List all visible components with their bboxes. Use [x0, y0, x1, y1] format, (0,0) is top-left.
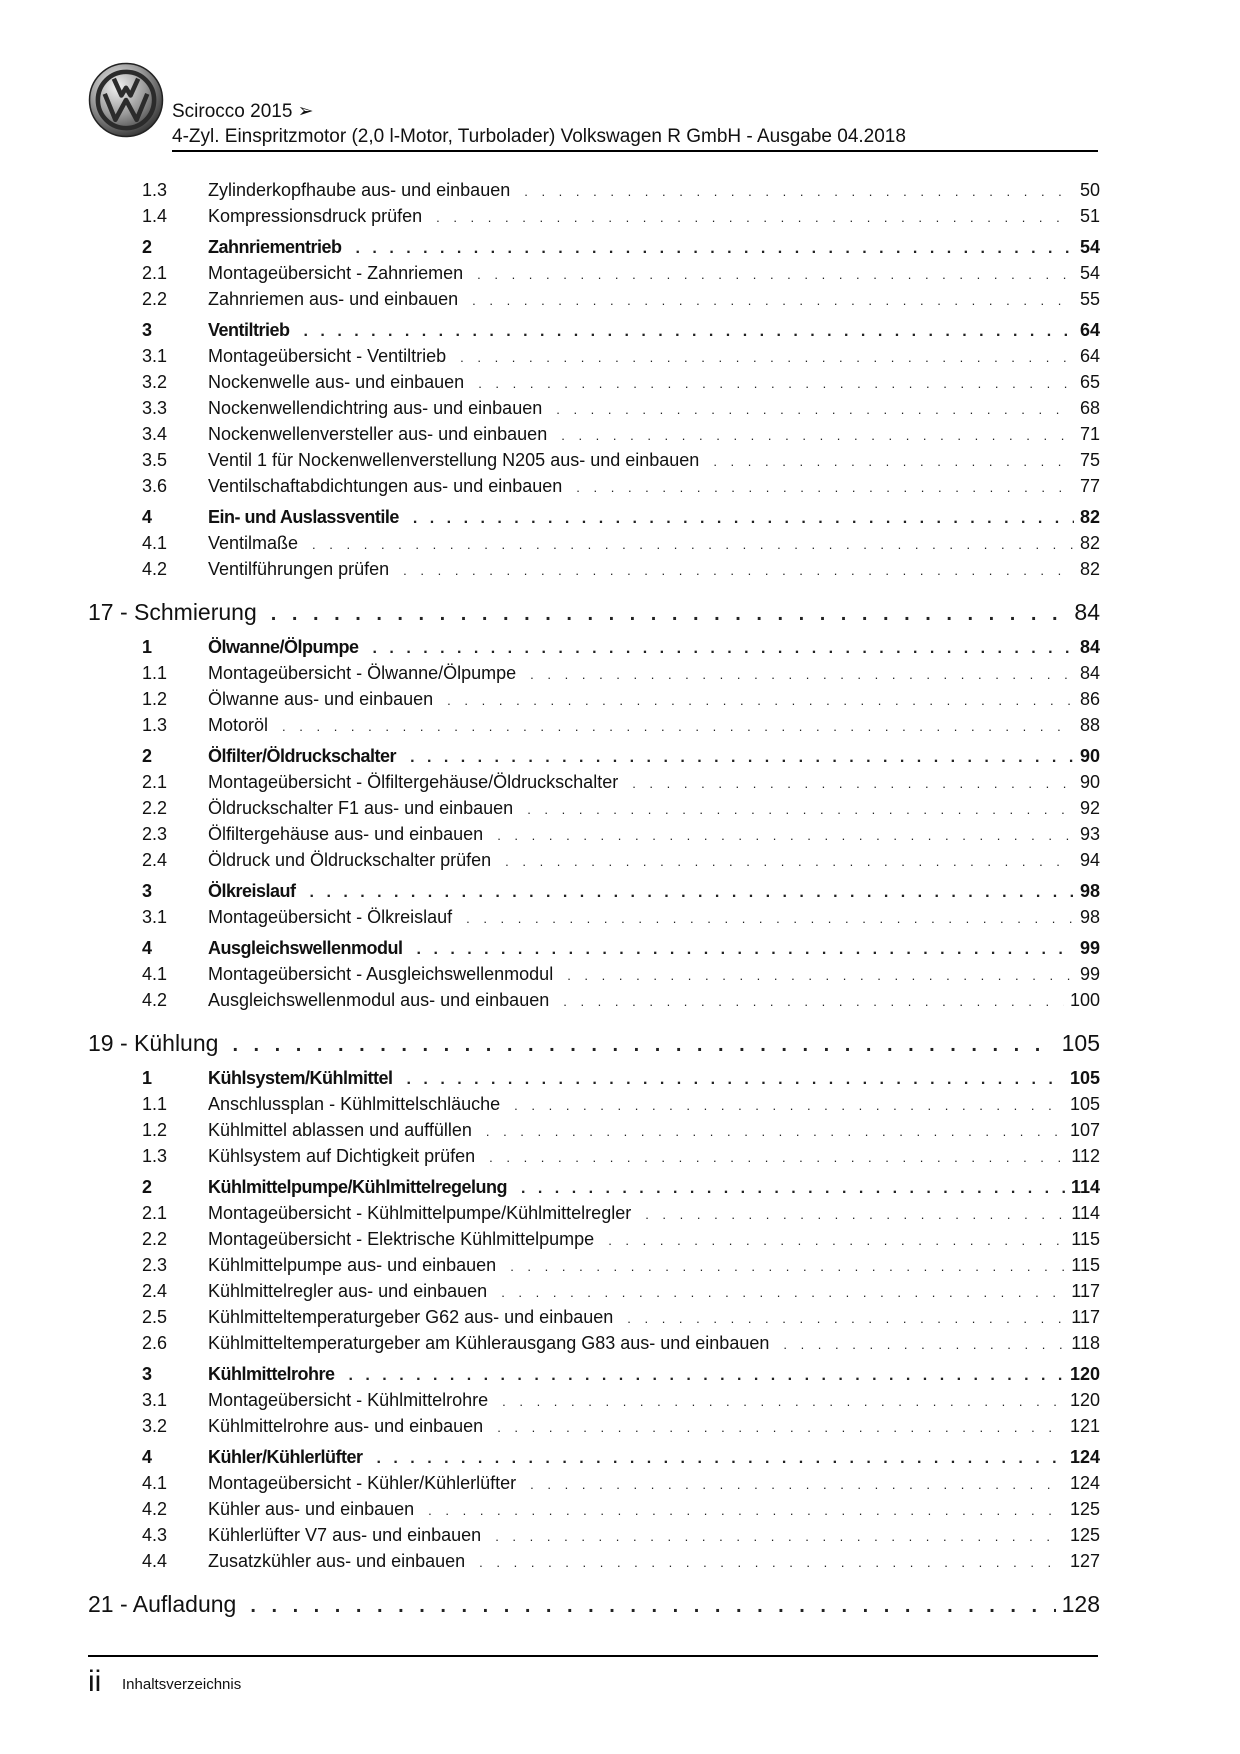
toc-entry-section[interactable]: [88, 878, 1100, 904]
toc-entry-page: 82: [1079, 559, 1100, 579]
toc-entry-title: Ölkreislauf: [208, 881, 296, 901]
toc-entry-number: 2.2: [142, 1229, 168, 1249]
toc-entry-page: 92: [1079, 798, 1100, 818]
toc-entry-sub[interactable]: [88, 660, 1100, 686]
toc-entry-section[interactable]: [88, 317, 1100, 343]
toc-entry-page: 88: [1079, 715, 1100, 735]
toc-dot-leader: [493, 1415, 1064, 1441]
toc-dot-leader: [506, 1254, 1065, 1280]
toc-entry-sub[interactable]: [88, 556, 1100, 582]
toc-entry-page: 65: [1079, 372, 1100, 392]
toc-entry-section[interactable]: [88, 1361, 1100, 1387]
toc-dot-leader: [520, 179, 1074, 205]
toc-entry-page: 68: [1079, 398, 1100, 418]
toc-entry-page: 100: [1069, 990, 1100, 1010]
toc-entry-page: 105: [1069, 1094, 1100, 1114]
toc-dot-leader: [485, 1145, 1065, 1171]
toc-entry-page: 114: [1071, 1203, 1100, 1223]
toc-entry-number: 4: [142, 1447, 153, 1467]
toc-entry-sub[interactable]: [88, 1496, 1100, 1522]
toc-entry-sub[interactable]: [88, 1278, 1100, 1304]
toc-entry-section[interactable]: [88, 234, 1100, 260]
toc-entry-sub[interactable]: [88, 1522, 1100, 1548]
toc-entry-number: 4.2: [142, 1499, 168, 1519]
toc-dot-leader: [413, 937, 1074, 963]
toc-entry-title: Ventilschaftabdichtungen aus- und einbauen: [208, 476, 563, 496]
toc-dot-leader: [709, 449, 1074, 475]
toc-entry-title: Montageübersicht - Ölwanne/Ölpumpe: [208, 663, 517, 683]
toc-entry-title: Motoröl: [208, 715, 269, 735]
toc-dot-leader: [228, 1028, 1055, 1062]
toc-dot-leader: [526, 1472, 1064, 1498]
toc-entry-sub[interactable]: [88, 1226, 1100, 1252]
toc-entry-title: Kompressionsdruck prüfen: [208, 206, 423, 226]
document-subtitle: 4-Zyl. Einspritzmotor (2,0 l-Motor, Turbolader) Volkswagen R GmbH - Ausgabe 04.2018: [172, 126, 906, 147]
toc-entry-sub[interactable]: [88, 421, 1100, 447]
toc-entry-title: Kühlmittelrohre aus- und einbauen: [208, 1416, 484, 1436]
toc-entry-title: Ein- und Auslassventile: [208, 507, 399, 527]
toc-entry-page: 90: [1079, 746, 1100, 766]
footer-divider: [88, 1655, 1098, 1657]
toc-entry-title: Zahnriemen aus- und einbauen: [208, 289, 459, 309]
toc-entry-number: 2.3: [142, 1255, 168, 1275]
toc-entry-sub[interactable]: [88, 1387, 1100, 1413]
toc-entry-number: 3.2: [142, 1416, 168, 1436]
toc-entry-title: Zahnriementrieb: [208, 237, 342, 257]
toc-dot-leader: [497, 1280, 1065, 1306]
toc-entry-title: Ölwanne aus- und einbauen: [208, 689, 434, 709]
toc-entry-page: 128: [1061, 1591, 1100, 1617]
toc-entry-section[interactable]: [88, 634, 1100, 660]
toc-entry-sub[interactable]: [88, 1200, 1100, 1226]
toc-entry-title: Ölfiltergehäuse aus- und einbauen: [208, 824, 484, 844]
toc-entry-number: 4.3: [142, 1525, 168, 1545]
toc-entry-title: Montageübersicht - Kühlmittelrohre: [208, 1390, 489, 1410]
toc-entry-title: Nockenwelle aus- und einbauen: [208, 372, 465, 392]
toc-entry-title: Ventil 1 für Nockenwellenverstellung N205 aus- und einbauen: [208, 450, 700, 470]
toc-entry-page: 90: [1079, 772, 1100, 792]
toc-entry-number: 3.1: [142, 907, 168, 927]
toc-entry-sub[interactable]: [88, 712, 1100, 738]
toc-entry-number: 1: [142, 637, 153, 657]
toc-entry-page: 105: [1069, 1068, 1100, 1088]
toc-dot-leader: [399, 558, 1074, 584]
toc-dot-leader: [623, 1306, 1065, 1332]
toc-dot-leader: [409, 506, 1074, 532]
toc-entry-page: 99: [1079, 938, 1100, 958]
toc-dot-leader: [523, 797, 1074, 823]
toc-entry-page: 84: [1079, 637, 1100, 657]
toc-entry-title: Ventilführungen prüfen: [208, 559, 390, 579]
toc-entry-page: 117: [1071, 1281, 1100, 1301]
toc-entry-page: 51: [1079, 206, 1100, 226]
toc-entry-title: Zusatzkühler aus- und einbauen: [208, 1551, 466, 1571]
toc-entry-number: 4: [142, 507, 153, 527]
toc-entry-page: 115: [1071, 1229, 1100, 1249]
toc-entry-page: 55: [1079, 289, 1100, 309]
toc-entry-page: 112: [1071, 1146, 1100, 1166]
toc-entry-title: Nockenwellenversteller aus- und einbauen: [208, 424, 548, 444]
toc-dot-leader: [345, 1363, 1064, 1389]
toc-dot-leader: [493, 823, 1074, 849]
toc-entry-title: Kühlerlüfter V7 aus- und einbauen: [208, 1525, 482, 1545]
toc-entry-title: Kühler aus- und einbauen: [208, 1499, 415, 1519]
toc-entry-sub[interactable]: [88, 530, 1100, 556]
toc-entry-title: Kühlmitteltemperaturgeber G62 aus- und einbauen: [208, 1307, 614, 1327]
toc-entry-number: 4: [142, 938, 153, 958]
toc-entry-section[interactable]: [88, 504, 1100, 530]
toc-entry-sub[interactable]: [88, 260, 1100, 286]
toc-dot-leader: [557, 423, 1074, 449]
footer-label: Inhaltsverzeichnis: [122, 1676, 242, 1693]
toc-entry-sub[interactable]: [88, 686, 1100, 712]
toc-entry-title: Kühlmittelrohre: [208, 1364, 335, 1384]
toc-entry-sub[interactable]: [88, 1470, 1100, 1496]
toc-entry-page: 54: [1079, 263, 1100, 283]
toc-entry-page: 118: [1071, 1333, 1100, 1353]
toc-entry-title: Kühlmittelpumpe/Kühlmittelregelung: [208, 1177, 508, 1197]
toc-entry-page: 121: [1069, 1416, 1100, 1436]
toc-entry-sub[interactable]: [88, 769, 1100, 795]
toc-entry-number: 1.1: [142, 663, 168, 683]
toc-dot-leader: [369, 636, 1074, 662]
toc-entry-sub[interactable]: [88, 1304, 1100, 1330]
toc-entry-page: 75: [1079, 450, 1100, 470]
toc-dot-leader: [473, 262, 1074, 288]
toc-entry-page: 64: [1079, 320, 1100, 340]
toc-entry-title: Montageübersicht - Ausgleichswellenmodul: [208, 964, 554, 984]
toc-entry-title: Kühler/Kühlerlüfter: [208, 1447, 363, 1467]
toc-entry-title: Kühlsystem auf Dichtigkeit prüfen: [208, 1146, 476, 1166]
toc-entry-sub[interactable]: [88, 847, 1100, 873]
toc-entry-sub[interactable]: [88, 395, 1100, 421]
toc-entry-title: Montageübersicht - Kühler/Kühlerlüfter: [208, 1473, 517, 1493]
table-of-contents: [88, 177, 1100, 1623]
toc-entry-sub[interactable]: [88, 177, 1100, 203]
toc-entry-sub[interactable]: [88, 987, 1100, 1013]
toc-entry-page: 120: [1069, 1390, 1100, 1410]
toc-entry-number: 3.2: [142, 372, 168, 392]
toc-entry-page: 107: [1069, 1120, 1100, 1140]
toc-entry-title: Nockenwellendichtring aus- und einbauen: [208, 398, 543, 418]
toc-entry-chapter[interactable]: [88, 595, 1100, 629]
toc-entry-page: 93: [1079, 824, 1100, 844]
toc-entry-page: 120: [1069, 1364, 1100, 1384]
toc-entry-sub[interactable]: [88, 447, 1100, 473]
toc-entry-title: 17 - Schmierung: [88, 599, 257, 625]
toc-entry-title: Montageübersicht - Ölfiltergehäuse/Öldruckschalter: [208, 772, 619, 792]
toc-dot-leader: [474, 371, 1074, 397]
toc-entry-page: 94: [1079, 850, 1100, 870]
toc-entry-number: 1.2: [142, 689, 168, 709]
toc-entry-page: 77: [1079, 476, 1100, 496]
toc-entry-number: 2.1: [142, 1203, 168, 1223]
toc-entry-number: 1.2: [142, 1120, 168, 1140]
toc-entry-title: Montageübersicht - Zahnriemen: [208, 263, 464, 283]
toc-entry-number: 3.1: [142, 1390, 168, 1410]
toc-dot-leader: [501, 849, 1074, 875]
toc-entry-sub[interactable]: [88, 821, 1100, 847]
toc-entry-title: Montageübersicht - Ölkreislauf: [208, 907, 453, 927]
toc-entry-sub[interactable]: [88, 1330, 1100, 1356]
toc-dot-leader: [475, 1550, 1064, 1576]
toc-dot-leader: [352, 236, 1074, 262]
toc-entry-number: 4.1: [142, 964, 168, 984]
toc-entry-page: 124: [1069, 1473, 1100, 1493]
toc-dot-leader: [563, 963, 1074, 989]
toc-entry-number: 2.3: [142, 824, 168, 844]
toc-dot-leader: [510, 1093, 1064, 1119]
toc-entry-page: 84: [1079, 663, 1100, 683]
toc-entry-title: Ventiltrieb: [208, 320, 290, 340]
toc-entry-sub[interactable]: [88, 795, 1100, 821]
toc-entry-sub[interactable]: [88, 904, 1100, 930]
toc-dot-leader: [779, 1332, 1065, 1358]
toc-entry-number: 2.2: [142, 289, 168, 309]
toc-entry-number: 2.2: [142, 798, 168, 818]
toc-entry-sub[interactable]: [88, 203, 1100, 229]
toc-entry-title: Anschlussplan - Kühlmittelschläuche: [208, 1094, 501, 1114]
toc-entry-title: Ausgleichswellenmodul: [208, 938, 403, 958]
toc-dot-leader: [306, 880, 1074, 906]
toc-dot-leader: [498, 1389, 1064, 1415]
toc-entry-section[interactable]: [88, 743, 1100, 769]
toc-entry-page: 84: [1074, 599, 1100, 625]
toc-entry-page: 114: [1070, 1177, 1100, 1197]
toc-entry-sub[interactable]: [88, 1413, 1100, 1439]
toc-entry-number: 1.3: [142, 1146, 168, 1166]
toc-entry-number: 4.1: [142, 533, 168, 553]
toc-entry-page: 71: [1079, 424, 1100, 444]
toc-entry-sub[interactable]: [88, 1548, 1100, 1574]
toc-dot-leader: [604, 1228, 1065, 1254]
toc-dot-leader: [308, 532, 1074, 558]
toc-entry-page: 64: [1079, 346, 1100, 366]
toc-entry-section[interactable]: [88, 1444, 1100, 1470]
toc-dot-leader: [278, 714, 1074, 740]
toc-entry-number: 3.4: [142, 424, 168, 444]
toc-entry-page: 50: [1079, 180, 1100, 200]
toc-entry-title: Montageübersicht - Elektrische Kühlmittelpumpe: [208, 1229, 595, 1249]
toc-entry-sub[interactable]: [88, 961, 1100, 987]
toc-entry-page: 125: [1069, 1499, 1100, 1519]
toc-dot-leader: [406, 745, 1074, 771]
toc-entry-number: 4.2: [142, 990, 168, 1010]
toc-entry-number: 4.1: [142, 1473, 168, 1493]
toc-dot-leader: [456, 345, 1074, 371]
toc-entry-title: Kühlmittelpumpe aus- und einbauen: [208, 1255, 497, 1275]
toc-entry-number: 1: [142, 1068, 153, 1088]
toc-entry-page: 115: [1071, 1255, 1100, 1275]
toc-dot-leader: [468, 288, 1074, 314]
toc-entry-sub[interactable]: [88, 286, 1100, 312]
toc-dot-leader: [424, 1498, 1064, 1524]
toc-entry-number: 2.5: [142, 1307, 168, 1327]
toc-entry-number: 1.3: [142, 180, 168, 200]
toc-entry-title: Kühlmittel ablassen und auffüllen: [208, 1120, 472, 1140]
page-number: ii: [88, 1665, 102, 1698]
toc-entry-page: 54: [1079, 237, 1100, 257]
toc-entry-chapter[interactable]: [88, 1026, 1100, 1060]
toc-dot-leader: [482, 1119, 1064, 1145]
toc-entry-number: 2.1: [142, 772, 168, 792]
toc-entry-page: 98: [1079, 907, 1100, 927]
toc-entry-title: Kühlmitteltemperaturgeber am Kühlerausgang G83 aus- und einbauen: [208, 1333, 770, 1353]
toc-dot-leader: [443, 688, 1074, 714]
toc-entry-title: Kühlsystem/Kühlmittel: [208, 1068, 393, 1088]
toc-entry-page: 125: [1069, 1525, 1100, 1545]
toc-entry-page: 82: [1079, 507, 1100, 527]
toc-entry-sub[interactable]: [88, 1091, 1100, 1117]
toc-entry-title: Ölwanne/Ölpumpe: [208, 637, 359, 657]
toc-entry-title: 21 - Aufladung: [88, 1591, 237, 1617]
toc-entry-page: 98: [1079, 881, 1100, 901]
toc-entry-number: 2: [142, 237, 153, 257]
toc-entry-section[interactable]: [88, 1065, 1100, 1091]
toc-entry-chapter[interactable]: [88, 1587, 1100, 1621]
toc-entry-number: 3: [142, 881, 153, 901]
toc-entry-title: Öldruck und Öldruckschalter prüfen: [208, 850, 492, 870]
toc-entry-page: 127: [1069, 1551, 1100, 1571]
toc-entry-title: Ventilmaße: [208, 533, 299, 553]
header-divider: [172, 150, 1098, 152]
document-model: Scirocco 2015 ➢: [172, 101, 314, 122]
toc-entry-page: 124: [1069, 1447, 1100, 1467]
toc-entry-title: Öldruckschalter F1 aus- und einbauen: [208, 798, 514, 818]
toc-entry-sub[interactable]: [88, 1117, 1100, 1143]
toc-dot-leader: [246, 1589, 1055, 1623]
page-header: [88, 62, 1098, 154]
toc-entry-title: 19 - Kühlung: [88, 1030, 219, 1056]
toc-entry-sub[interactable]: [88, 1143, 1100, 1169]
toc-entry-sub[interactable]: [88, 369, 1100, 395]
toc-dot-leader: [267, 597, 1069, 631]
toc-entry-number: 3.6: [142, 476, 168, 496]
toc-dot-leader: [300, 319, 1074, 345]
toc-dot-leader: [641, 1202, 1065, 1228]
toc-entry-number: 2.4: [142, 850, 168, 870]
toc-dot-leader: [628, 771, 1074, 797]
toc-entry-page: 82: [1079, 533, 1100, 553]
toc-dot-leader: [526, 662, 1074, 688]
toc-entry-page: 117: [1071, 1307, 1100, 1327]
toc-entry-number: 4.2: [142, 559, 168, 579]
toc-entry-title: Zylinderkopfhaube aus- und einbauen: [208, 180, 511, 200]
toc-dot-leader: [572, 475, 1074, 501]
toc-dot-leader: [552, 397, 1074, 423]
toc-entry-number: 1.3: [142, 715, 168, 735]
toc-dot-leader: [559, 989, 1064, 1015]
toc-entry-page: 86: [1079, 689, 1100, 709]
toc-dot-leader: [462, 906, 1074, 932]
toc-entry-title: Montageübersicht - Ventiltrieb: [208, 346, 447, 366]
toc-entry-number: 3.3: [142, 398, 168, 418]
toc-dot-leader: [373, 1446, 1064, 1472]
toc-entry-number: 2.4: [142, 1281, 168, 1301]
toc-entry-number: 3.5: [142, 450, 168, 470]
toc-entry-page: 99: [1079, 964, 1100, 984]
toc-entry-section[interactable]: [88, 1174, 1100, 1200]
toc-entry-title: Kühlmittelregler aus- und einbauen: [208, 1281, 488, 1301]
toc-entry-title: Ölfilter/Öldruckschalter: [208, 746, 397, 766]
toc-dot-leader: [403, 1067, 1064, 1093]
toc-entry-title: Ausgleichswellenmodul aus- und einbauen: [208, 990, 550, 1010]
toc-entry-number: 1.4: [142, 206, 168, 226]
toc-dot-leader: [432, 205, 1074, 231]
toc-entry-section[interactable]: [88, 935, 1100, 961]
toc-entry-number: 2: [142, 746, 153, 766]
toc-entry-sub[interactable]: [88, 473, 1100, 499]
toc-entry-number: 3: [142, 320, 153, 340]
toc-entry-number: 1.1: [142, 1094, 168, 1114]
toc-entry-number: 2.1: [142, 263, 168, 283]
toc-entry-number: 3.1: [142, 346, 168, 366]
toc-entry-sub[interactable]: [88, 1252, 1100, 1278]
toc-entry-sub[interactable]: [88, 343, 1100, 369]
vw-logo-icon: [88, 62, 164, 138]
toc-entry-number: 2.6: [142, 1333, 168, 1353]
toc-entry-title: Montageübersicht - Kühlmittelpumpe/Kühlmittelregler: [208, 1203, 632, 1223]
toc-entry-number: 3: [142, 1364, 153, 1384]
toc-dot-leader: [491, 1524, 1064, 1550]
toc-dot-leader: [517, 1176, 1065, 1202]
toc-entry-number: 2: [142, 1177, 153, 1197]
toc-entry-page: 105: [1061, 1030, 1100, 1056]
toc-entry-number: 4.4: [142, 1551, 168, 1571]
